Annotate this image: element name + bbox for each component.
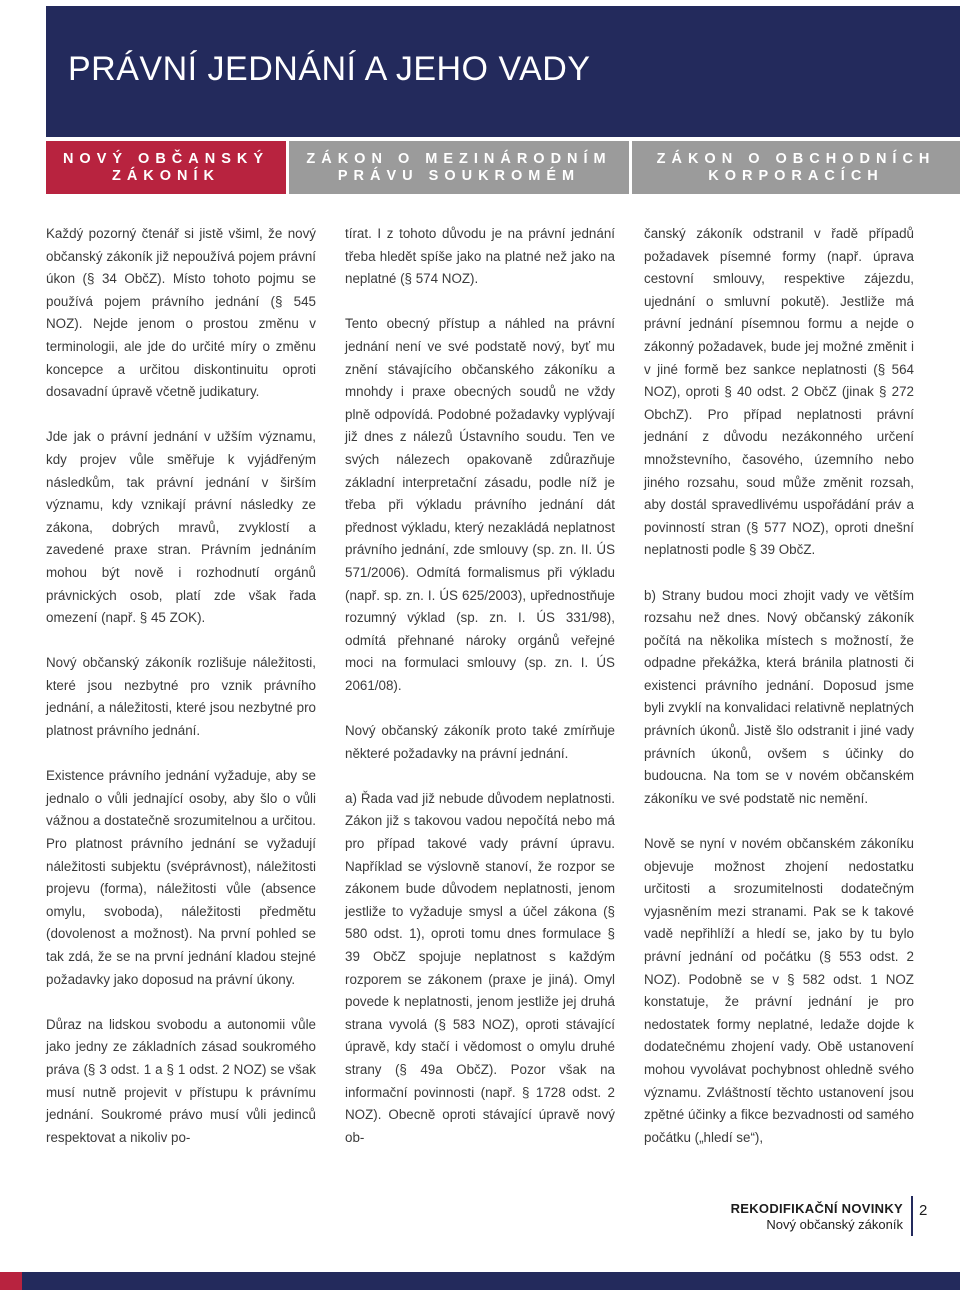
text-column-2 <box>345 223 615 1172</box>
footer-brand-subtitle: Nový občanský zákoník <box>766 1217 903 1232</box>
footer-brand-title: REKODIFIKAČNÍ NOVINKY <box>730 1201 903 1216</box>
paragraph: čanský zákoník odstranil v řadě případů požadavek písemné formy (např. úprava cestovní smlouvy, respektive zájezdu, ujednání o smluvní pokutě). Jestliže má právní jednání písemnou formu a nejde o zákonný požadavek, bude jej možné změnit i v jiné formě bez sankce neplatnosti (§ 564 NOZ), oproti § 40 odst. 2 ObčZ (jinak § 272 ObchZ). Pro případ neplatnosti právní jednání z důvodu nezákonného určení množstevního, časového, územního nebo jiného rozsahu, soud může změnit rozsah, aby dostál spravedlivému uspořádání práv a povinností stran (§ 577 NOZ), oproti dnešní neplatnosti podle § 39 ObčZ. <box>644 226 914 558</box>
paragraph: Jde jak o právní jednání v užším významu, kdy projev vůle směřuje k vyjádřeným následkům, tak právní jednání v širším významu, kdy vznikají právní následky ze zákona, dobrých mravů, zvyklostí a zavedené praxe stran. Právním jednáním mohou být nově i rozhodnutí orgánů právnických osob, platí zde však řada omezení (např. § 45 ZOK). <box>46 429 316 626</box>
bottom-accent <box>0 1272 22 1290</box>
paragraph: Důraz na lidskou svobodu a autonomii vůle jako jedny ze základních zásad soukromého práva (§ 3 odst. 1 a § 1 odst. 2 NOZ) se však musí nutně projevit v přístupu k právnímu jednání. Soukromé právo musí vůli jedinců respektovat a nikoliv po- <box>46 1016 316 1145</box>
paragraph: a) Řada vad již nebude důvodem neplatnosti. Zákon již s takovou vadou nepočítá nebo má pro případ takové vady právní úpravu. Například se výslovně stanoví, že rozpor se zákonem bude důvodem neplatnosti, jenom jestliže to vyžaduje smysl a účel zákona (§ 580 odst. 1), oproti tomu dnes formulace § 39 ObčZ spojuje neplatnost s každým rozporem se zákonem (praxe je jiná). Omyl povede k neplatnosti, jenom jestliže jej druhá strana vyvolá (§ 583 NOZ), oproti stávající úpravě, kdy stačí i vědomost o omylu druhé strany (§ 49a ObčZ). Pozor však na informační povinnosti (např. § 1728 odst. 2 NOZ). Obecně oproti stávající úpravě nový ob- <box>345 790 615 1145</box>
tab-novy-obcansky-zakonik[interactable]: NOVÝ OBČANSKÝ ZÁKONÍK <box>46 141 286 194</box>
paragraph: Nově se nyní v novém občanském zákoníku objevuje možnost zhojení nedostatku určitosti a srozumitelnosti dodatečným vyjasněním mezi stranami. Pak se k takové vadě nepřihlíží a hledí se, jako by tu bylo právní jednání od počátku (§ 553 odst. 2 NOZ). Podobně se v § 582 odst. 1 NOZ konstatuje, že právní jednání je pro nedostatek formy neplatné, ledaže dojde k dodatečnému zhojení vady. Obě ustanovení mohou vyvolávat pochybnost ohledně svého významu. Zvláštností těchto ustanovení jsou zpětné účinky a fikce bezvadnosti od samého počátku („hledí se“), <box>644 836 914 1145</box>
section-tabs <box>46 141 960 194</box>
text-column-1 <box>46 223 316 1172</box>
tab-zakon-o-mezinarodnim-pravu-soukromem[interactable]: ZÁKON O MEZINÁRODNÍM PRÁVU SOUKROMÉM <box>289 141 629 194</box>
paragraph: Tento obecný přístup a náhled na právní jednání není ve své podstatě nový, byť mu znění stávajícího občanského zákoníku a mnohdy i praxe obecných soudů ne vždy plně odpovídá. Podobné požadavky vyplývají již dnes z nálezů Ústavního soudu. Ten ve svých nálezech opakovaně zdůrazňuje základní interpretační zásadu, podle níž je třeba při výkladu právního jednání dát přednost výkladu, který nezakládá neplatnost právního jednání, zde smlouvy (sp. zn. II. ÚS 571/2006). Odmítá formalismus při výkladu (např. sp. zn. I. ÚS 625/2003), upřednostňuje rozumný výklad (sp. zn. I. ÚS 331/98), odmítá přehnané nároky orgánů veřejné moci na formulaci smlouvy (sp. zn. I. ÚS 2061/08). <box>345 316 615 693</box>
paragraph: Existence právního jednání vyžaduje, aby se jednalo o vůli jednající osoby, aby šlo o vůli vážnou a dostatečně srozumitelnou a určitou. Pro platnost právního jednání se vyžadují náležitosti subjektu (svéprávnost), náležitosti projevu (forma), náležitosti vůle (absence omylu, svoboda), náležitosti předmětu (dovolenost a možnost). Na první pohled se tak zdá, že se na první jednání kladou stejné požadavky jako doposud na právní úkony. <box>46 768 316 987</box>
paragraph: Nový občanský zákoník rozlišuje náležitosti, které jsou nezbytné pro vznik právního jednání, a náležitosti, které jsou nezbytné pro platnost právního jednání. <box>46 655 316 739</box>
page-number: 2 <box>919 1202 928 1219</box>
page-header <box>46 6 960 137</box>
paragraph: Každý pozorný čtenář si jistě všiml, že nový občanský zákoník již nepoužívá pojem právní úkon (§ 34 ObčZ). Místo tohoto pojmu se používá pojem právního jednání (§ 545 NOZ). Nejde jenom o prostou změnu v terminologii, ale jde do určité míry o změnu koncepce a určitou diskontinuitu oproti dosavadní úpravě včetně judikatury. <box>46 226 316 400</box>
page-title: PRÁVNÍ JEDNÁNÍ A JEHO VADY <box>68 50 591 88</box>
paragraph: Nový občanský zákoník proto také zmírňuje některé požadavky na právní jednání. <box>345 723 615 761</box>
text-column-3 <box>644 223 914 1172</box>
bottom-band <box>0 1272 960 1290</box>
footer-brand <box>731 1201 903 1233</box>
tab-zakon-o-obchodnich-korporacich[interactable]: ZÁKON O OBCHODNÍCH KORPORACÍCH <box>632 141 960 194</box>
footer-divider <box>911 1196 913 1236</box>
paragraph: b) Strany budou moci zhojit vady ve větším rozsahu než dnes. Nový občanský zákoník počítá na několika místech s možností, že odpadne překážka, která bránila platnosti či existenci právního jednání. Doposud jsme byli zvyklí na konvalidaci relativně neplatných právních úkonů. Jistě šlo odstranit i jiné vady právních úkonů, ovšem s účinky do budoucna. Na tom se v novém občanském zákoníku ve své podstatě nic nemění. <box>644 587 914 806</box>
paragraph: tírat. I z tohoto důvodu je na právní jednání třeba hledět spíše jako na platné než jako na neplatné (§ 574 NOZ). <box>345 226 615 287</box>
